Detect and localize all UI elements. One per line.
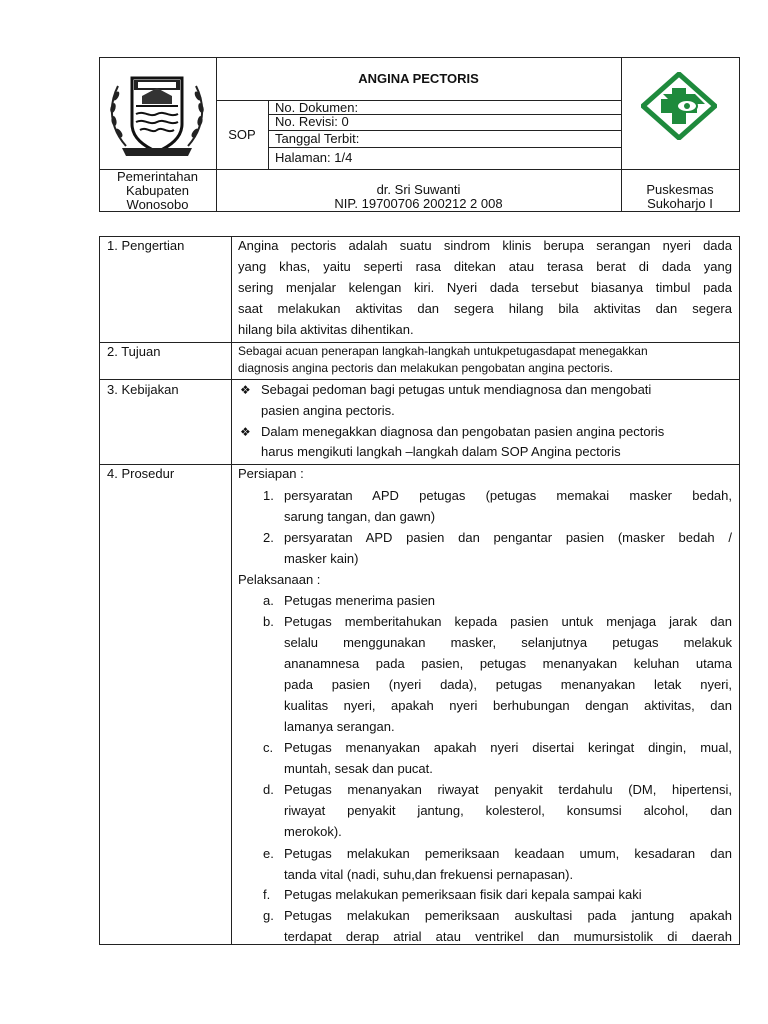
doc-number-field: No. Dokumen: [275, 100, 359, 115]
persiapan-heading: Persiapan : [238, 466, 304, 481]
pelaksanaan-heading: Pelaksanaan : [238, 572, 321, 587]
section-label-kebijakan: 3. Kebijakan [107, 382, 179, 397]
pelaksanaan-e-line-2: tanda vital (nadi, suhu,dan frekuensi pernapasan). [284, 867, 574, 882]
diamond-bullet-icon: ❖ [240, 383, 251, 397]
tujuan-line-2: diagnosis angina pectoris dan melakukan pengobatan angina pectoris. [238, 361, 613, 375]
section-label-prosedur: 4. Prosedur [107, 466, 175, 481]
pelaksanaan-d-line-3: merokok). [284, 824, 342, 839]
pelaksanaan-item-letter: d. [263, 782, 274, 797]
pelaksanaan-b-line-3: ananamnesa pada pasien, petugas menanyakan keluhan utama [284, 656, 732, 671]
pengertian-line-4: saat melakukan aktivitas dan segera hilang bila aktivitas dan segera [238, 301, 732, 316]
pelaksanaan-item-letter: c. [263, 740, 274, 755]
kebijakan-bullet-1-line-2: pasien angina pectoris. [261, 403, 395, 418]
pelaksanaan-b-line-1: Petugas memberitahukan kepada pasien untuk menjaga jarak dan [284, 614, 732, 629]
kebijakan-bullet-2-line-2: harus mengikuti langkah –langkah dalam SOP Angina pectoris [261, 444, 621, 459]
pelaksanaan-d-line-1: Petugas menanyakan riwayat penyakit terdahulu (DM, hipertensi, [284, 782, 732, 797]
pelaksanaan-b-line-5: kualitas nyeri, apakah nyeri berhubungan dengan aktivitas, dan [284, 698, 732, 713]
pelaksanaan-a-line-1: Petugas menerima pasien [284, 593, 436, 608]
persiapan-item-number: 2. [263, 530, 274, 545]
sop-label: SOP [228, 127, 256, 142]
pelaksanaan-item-letter: e. [263, 846, 274, 861]
pelaksanaan-b-line-6: lamanya serangan. [284, 719, 395, 734]
page-field: Halaman: 1/4 [275, 150, 353, 165]
pelaksanaan-item-letter: a. [263, 593, 274, 608]
signatory-nip: NIP. 19700706 200212 2 008 [334, 196, 503, 211]
section-label-tujuan: 2. Tujuan [107, 344, 161, 359]
agency-line-3: Wonosobo [126, 197, 189, 212]
persiapan-item-1-line-2: sarung tangan, dan gawn) [284, 509, 436, 524]
revision-field: No. Revisi: 0 [275, 114, 349, 129]
pelaksanaan-c-line-1: Petugas menanyakan apakah nyeri disertai keringat dingin, mual, [284, 740, 732, 755]
pelaksanaan-item-letter: b. [263, 614, 274, 629]
pengertian-line-3: sering menjalar kelengan kiri. Nyeri dada tersebut biasanya timbul pada [238, 280, 732, 295]
issue-date-field: Tanggal Terbit: [275, 131, 360, 146]
pelaksanaan-item-letter: f. [263, 887, 271, 902]
pelaksanaan-b-line-2: selalu menggunakan masker, selanjutnya petugas melakuk [284, 635, 732, 650]
kebijakan-bullet-2-line-1: Dalam menegakkan diagnosa dan pengobatan pasien angina pectoris [261, 424, 665, 439]
pelaksanaan-f-line-1: Petugas melakukan pemeriksaan fisik dari kepala sampai kaki [284, 887, 642, 902]
pelaksanaan-b-line-4: pada pasien (nyeri dada), petugas menanyakan letak nyeri, [284, 677, 732, 692]
persiapan-item-2-line-2: masker kain) [284, 551, 359, 566]
regency-crest-icon [104, 66, 210, 162]
pelaksanaan-g-line-1: Petugas melakukan pemeriksaan auskultasi pada jantung apakah [284, 908, 732, 923]
pelaksanaan-g-line-2: terdapat derap atrial atau ventrikel dan mumursistolik di daerah [284, 929, 732, 944]
signatory-name: dr. Sri Suwanti [376, 182, 461, 197]
pelaksanaan-c-line-2: muntah, sesak dan pucat. [284, 761, 433, 776]
persiapan-item-number: 1. [263, 488, 274, 503]
diamond-bullet-icon: ❖ [240, 425, 251, 439]
kebijakan-bullet-1-line-1: Sebagai pedoman bagi petugas untuk mendiagnosa dan mengobati [261, 382, 652, 397]
pengertian-line-2: yang khas, yaitu seperti rasa ditekan atau terasa berat di dada yang [238, 259, 732, 274]
pengertian-line-5: hilang bila aktivitas dihentikan. [238, 322, 414, 337]
facility-line-2: Sukoharjo I [647, 196, 713, 211]
persiapan-item-2-line-1: persyaratan APD pasien dan pengantar pasien (masker bedah / [284, 530, 732, 545]
puskesmas-logo-icon [641, 72, 717, 140]
agency-line-2: Kabupaten [126, 183, 189, 198]
facility-line-1: Puskesmas [646, 182, 714, 197]
pelaksanaan-item-letter: g. [263, 908, 274, 923]
pelaksanaan-e-line-1: Petugas melakukan pemeriksaan keadaan umum, kesadaran dan [284, 846, 732, 861]
persiapan-item-1-line-1: persyaratan APD petugas (petugas memakai masker bedah, [284, 488, 732, 503]
tujuan-line-1: Sebagai acuan penerapan langkah-langkah untukpetugasdapat menegakkan [238, 344, 648, 358]
pelaksanaan-d-line-2: riwayat penyakit jantung, kolesterol, konsumsi alcohol, dan [284, 803, 732, 818]
section-label-pengertian: 1. Pengertian [107, 238, 185, 253]
pengertian-line-1: Angina pectoris adalah suatu sindrom klinis berupa serangan nyeri dada [238, 238, 732, 253]
agency-line-1: Pemerintahan [117, 169, 198, 184]
document-title: ANGINA PECTORIS [358, 71, 479, 86]
